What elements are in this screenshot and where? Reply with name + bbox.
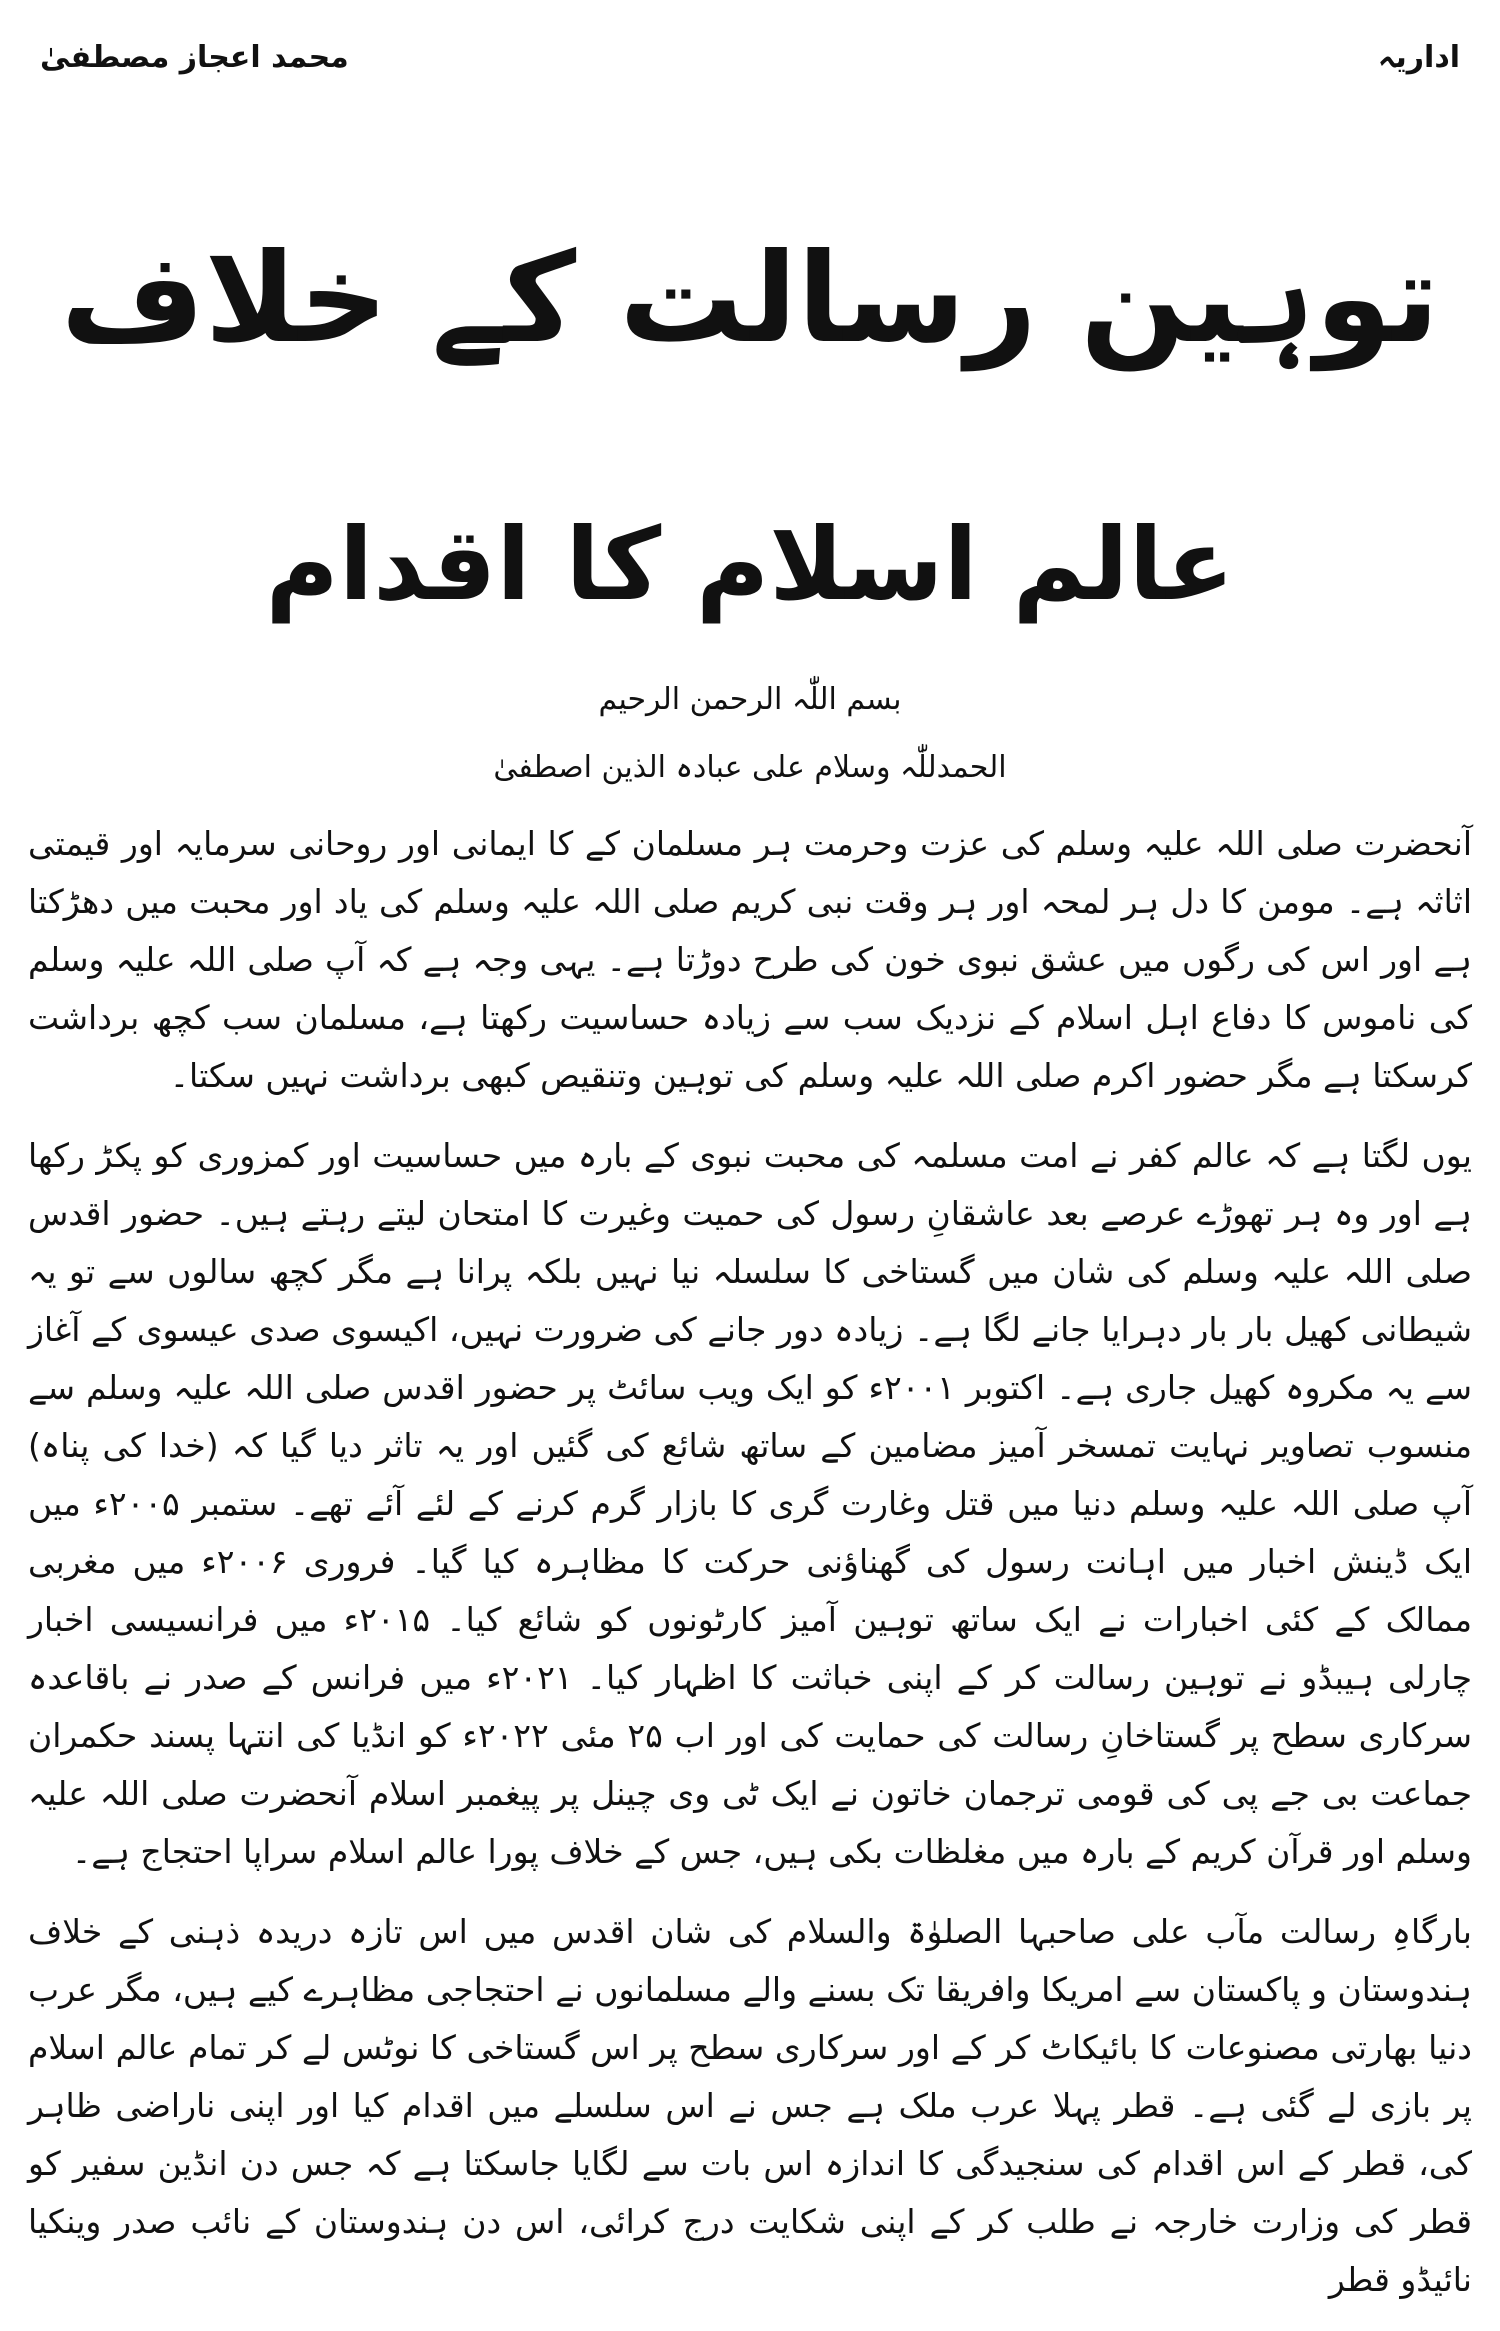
- page-subtitle: عالم اسلام کا اقدام: [265, 506, 1235, 623]
- page-header: [40, 40, 1460, 90]
- page-title: توہین رسالت کے خلاف: [60, 227, 1440, 371]
- bismillah-line: بسم اللّٰہ الرحمن الرحیم: [598, 682, 902, 717]
- paragraph: آنحضرت صلی اللہ علیہ وسلم کی عزت وحرمت ہر مسلمان کے کا ایمانی اور روحانی سرمایہ اور قیمتی اثاثہ ہے۔ مومن کا دل ہر لمحہ اور ہر وقت نبی کریم صلی اللہ علیہ وسلم کی یاد اور محبت میں دھڑکتا ہے اور اس کی رگوں میں عشق نبوی خون کی طرح دوڑتا ہے۔ یہی وجہ ہے کہ آپ صلی اللہ علیہ وسلم کی ناموس کا دفاع اہل اسلام کے نزدیک سب سے زیادہ حساسیت رکھتا ہے، مسلمان سب کچھ برداشت کرسکتا ہے مگر حضور اکرم صلی اللہ علیہ وسلم کی توہین وتنقیص کبھی برداشت نہیں سکتا۔: [28, 824, 1472, 1095]
- hamd-line: الحمدللّٰہ وسلام علی عبادہ الذین اصطفیٰ: [493, 750, 1007, 785]
- section-label: اداریہ: [1377, 40, 1460, 75]
- article-body: [28, 815, 1472, 2331]
- paragraph: بارگاہِ رسالت مآب علی صاحبہا الصلوٰۃ والسلام کی شان اقدس میں اس تازہ دریدہ ذہنی کے خلاف ہندوستان و پاکستان سے امریکا وافریقا تک بسنے والے مسلمانوں نے احتجاجی مظاہرے کیے ہیں، مگر عرب دنیا بھارتی مصنوعات کا بائیکاٹ کر کے اور سرکاری سطح پر اس گستاخی کا نوٹس لے کر تمام عالم اسلام پر بازی لے گئی ہے۔ قطر پہلا عرب ملک ہے جس نے اس سلسلے میں اقدام کیا اور اپنی ناراضی ظاہر کی، قطر کے اس اقدام کی سنجیدگی کا اندازہ اس بات سے لگایا جاسکتا ہے کہ جس دن انڈین سفیر کو قطر کی وزارت خارجہ نے طلب کر کے اپنی شکایت درج کرائی، اس دن ہندوستان کے نائب صدر وینکیا نائیڈو قطر: [28, 1912, 1472, 2299]
- author-name: محمد اعجاز مصطفیٰ: [40, 40, 349, 75]
- paragraph: یوں لگتا ہے کہ عالم کفر نے امت مسلمہ کی محبت نبوی کے بارہ میں حساسیت اور کمزوری کو پکڑ رکھا ہے اور وہ ہر تھوڑے عرصے بعد عاشقانِ رسول کی حمیت وغیرت کا امتحان لیتے رہتے ہیں۔ حضور اقدس صلی اللہ علیہ وسلم کی شان میں گستاخی کا سلسلہ نیا نہیں بلکہ پرانا ہے مگر کچھ سالوں سے تو یہ شیطانی کھیل بار بار دہرایا جانے لگا ہے۔ زیادہ دور جانے کی ضرورت نہیں، اکیسوی صدی عیسوی کے آغاز سے یہ مکروہ کھیل جاری ہے۔ اکتوبر ۲۰۰۱ء کو ایک ویب سائٹ پر حضور اقدس صلی اللہ علیہ وسلم سے منسوب تصاویر نہایت تمسخر آمیز مضامین کے ساتھ شائع کی گئیں اور یہ تاثر دیا گیا کہ (خدا کی پناہ) آپ صلی اللہ علیہ وسلم دنیا میں قتل وغارت گری کا بازار گرم کرنے کے لئے آئے تھے۔ ستمبر ۲۰۰۵ء میں ایک ڈینش اخبار میں اہانت رسول کی گھناؤنی حرکت کا مظاہرہ کیا گیا۔ فروری ۲۰۰۶ء میں مغربی ممالک کے کئی اخبارات نے ایک ساتھ توہین آمیز کارٹونوں کو شائع کیا۔ ۲۰۱۵ء میں فرانسیسی اخبار چارلی ہیبڈو نے توہین رسالت کر کے اپنی خباثت کا اظہار کیا۔ ۲۰۲۱ء میں فرانس کے صدر نے باقاعدہ سرکاری سطح پر گستاخانِ رسالت کی حمایت کی اور اب ۲۵ مئی ۲۰۲۲ء کو انڈیا کی انتہا پسند حکمران جماعت بی جے پی کی قومی ترجمان خاتون نے ایک ٹی وی چینل پر پیغمبر اسلام آنحضرت صلی اللہ علیہ وسلم اور قرآن کریم کے بارہ میں مغلظات بکی ہیں، جس کے خلاف پورا عالم اسلام سراپا احتجاج ہے۔: [28, 1136, 1473, 1871]
